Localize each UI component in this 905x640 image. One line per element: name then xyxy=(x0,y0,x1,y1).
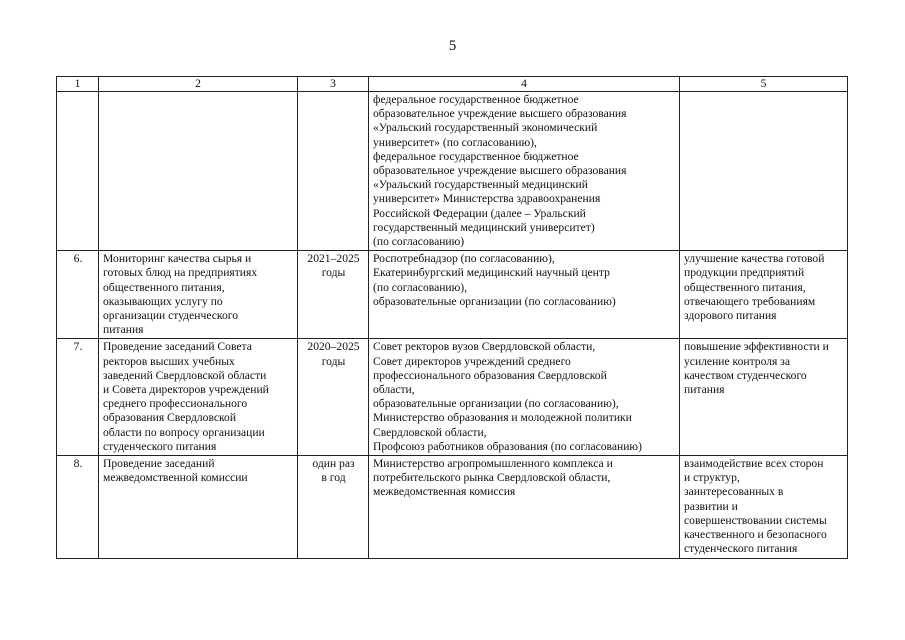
period-cell-line: 2020–2025 xyxy=(307,340,360,354)
result-cell-line: студенческого питания xyxy=(684,542,798,556)
executors-cell-line: потребительского рынка Свердловской области, xyxy=(373,471,611,485)
executors-cell-line: федеральное государственное бюджетное xyxy=(373,149,579,163)
result-cell xyxy=(680,251,848,339)
page-number: 5 xyxy=(448,38,457,54)
executors-cell-line: Екатеринбургский медицинский научный центр xyxy=(373,266,610,280)
event-cell xyxy=(99,339,298,456)
result-cell xyxy=(680,456,848,558)
result-cell-line: продукции предприятий xyxy=(684,266,805,280)
result-cell-line: здорового питания xyxy=(684,309,777,323)
result-cell xyxy=(680,92,848,251)
row-number: 6. xyxy=(57,251,99,339)
result-cell xyxy=(680,339,848,456)
executors-cell-line: Министерство образования и молодежной политики xyxy=(373,411,632,425)
executors-cell xyxy=(369,92,680,251)
executors-cell xyxy=(369,339,680,456)
period-cell xyxy=(298,92,369,251)
event-cell xyxy=(99,456,298,558)
header-col-1: 1 xyxy=(57,77,99,92)
header-col-5: 5 xyxy=(680,77,848,92)
event-cell-line: организации студенческого xyxy=(103,309,239,323)
event-cell xyxy=(99,92,298,251)
period-cell-line: годы xyxy=(321,354,346,368)
event-cell-line: межведомственной комиссии xyxy=(103,471,248,485)
executors-cell-line: Совет ректоров вузов Свердловской области, xyxy=(373,340,596,354)
executors-cell-line: области, xyxy=(373,383,415,397)
result-cell-line: отвечающего требованиям xyxy=(684,294,816,308)
result-cell-line: общественного питания, xyxy=(684,280,806,294)
table-row xyxy=(57,339,848,456)
period-cell xyxy=(298,251,369,339)
period-cell xyxy=(298,456,369,558)
executors-cell-line: «Уральский государственный медицинский xyxy=(373,178,588,192)
executors-cell-line: (по согласованию) xyxy=(373,235,465,249)
event-cell-line: оказывающих услугу по xyxy=(103,294,223,308)
period-cell-line: 2021–2025 xyxy=(307,252,360,266)
result-cell-line: заинтересованных в xyxy=(684,485,784,499)
event-cell-line: Проведение заседаний Совета xyxy=(103,340,252,354)
executors-cell-line: федеральное государственное бюджетное xyxy=(373,93,579,106)
result-cell-line: качеством студенческого xyxy=(684,368,807,382)
action-plan-table xyxy=(56,76,848,559)
executors-cell-line: образовательное учреждение высшего образования xyxy=(373,107,627,121)
table-row xyxy=(57,251,848,339)
result-cell-line: питания xyxy=(684,383,725,397)
result-cell-line: усиление контроля за xyxy=(684,354,790,368)
period-cell-line: годы xyxy=(321,266,346,280)
event-cell-line: области по вопросу организации xyxy=(103,425,265,439)
executors-cell xyxy=(369,251,680,339)
executors-cell-line: университет» (по согласованию), xyxy=(373,135,537,149)
executors-cell-line: государственный медицинский университет) xyxy=(373,220,595,234)
executors-cell-line: Свердловской области, xyxy=(373,425,487,439)
table-row xyxy=(57,456,848,558)
event-cell-line: и Совета директоров учреждений xyxy=(103,383,269,397)
executors-cell-line: образовательные организации (по согласованию) xyxy=(373,294,616,308)
header-col-3: 3 xyxy=(298,77,369,92)
header-row xyxy=(57,77,848,92)
executors-cell-line: университет» Министерства здравоохранения xyxy=(373,192,601,206)
executors-cell-line: (по согласованию), xyxy=(373,280,468,294)
row-number: 7. xyxy=(57,339,99,456)
row-number: 8. xyxy=(57,456,99,558)
row-number xyxy=(57,92,99,251)
executors-cell xyxy=(369,456,680,558)
executors-cell-line: «Уральский государственный экономический xyxy=(373,121,598,135)
event-cell-line: Проведение заседаний xyxy=(103,457,215,471)
result-cell-line: и структур, xyxy=(684,471,740,485)
table-row xyxy=(57,92,848,251)
event-cell-line: Мониторинг качества сырья и xyxy=(103,252,252,266)
executors-cell-line: профессионального образования Свердловской xyxy=(373,368,607,382)
executors-cell-line: образовательное учреждение высшего образования xyxy=(373,164,627,178)
event-cell-line: образования Свердловской xyxy=(103,411,237,425)
event-cell-line: питания xyxy=(103,323,144,337)
header-col-2: 2 xyxy=(99,77,298,92)
executors-cell-line: Министерство агропромышленного комплекса и xyxy=(373,457,613,471)
event-cell-line: среднего профессионального xyxy=(103,397,248,411)
executors-cell-line: Профсоюз работников образования (по согласованию) xyxy=(373,439,642,453)
event-cell-line: общественного питания, xyxy=(103,280,225,294)
result-cell-line: улучшение качества готовой xyxy=(684,252,825,266)
event-cell xyxy=(99,251,298,339)
result-cell-line: взаимодействие всех сторон xyxy=(684,457,824,471)
result-cell-line: развитии и xyxy=(684,499,738,513)
result-cell-line: качественного и безопасного xyxy=(684,528,827,542)
executors-cell-line: межведомственная комиссия xyxy=(373,485,516,499)
result-cell-line: повышение эффективности и xyxy=(684,340,829,354)
event-cell-line: заведений Свердловской области xyxy=(103,368,267,382)
event-cell-line: ректоров высших учебных xyxy=(103,354,235,368)
period-cell xyxy=(298,339,369,456)
period-cell-line: один раз xyxy=(312,457,355,471)
result-cell-line: совершенствовании системы xyxy=(684,513,827,527)
header-col-4: 4 xyxy=(369,77,680,92)
executors-cell-line: Роспотребнадзор (по согласованию), xyxy=(373,252,555,266)
executors-cell-line: образовательные организации (по согласованию), xyxy=(373,397,619,411)
executors-cell-line: Совет директоров учреждений среднего xyxy=(373,354,571,368)
executors-cell-line: Российской Федерации (далее – Уральский xyxy=(373,206,586,220)
event-cell-line: студенческого питания xyxy=(103,439,217,453)
event-cell-line: готовых блюд на предприятиях xyxy=(103,266,258,280)
period-cell-line: в год xyxy=(321,471,346,485)
